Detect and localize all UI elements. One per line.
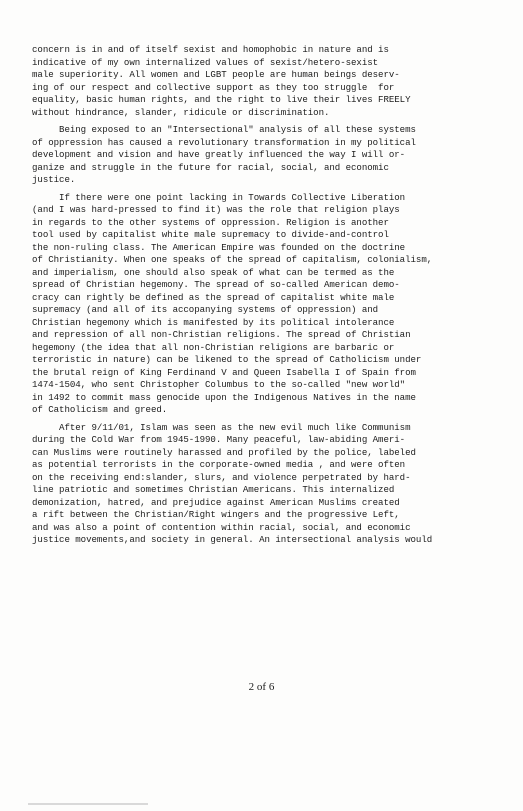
text-line: If there were one point lacking in Towards Collective Liberation	[32, 191, 406, 203]
text-line: 1474-1504, who sent Christopher Columbus to the so-called "new world"	[32, 379, 406, 390]
text-line: in regards to the other systems of oppression. Religion is another	[32, 216, 389, 228]
text-line: of Catholicism and greed.	[32, 404, 168, 415]
text-line: of Christianity. When one speaks of the spread of capitalism, colonialism,	[32, 254, 433, 265]
text-line: and repression of all non-Christian religions. The spread of Christian	[32, 329, 411, 340]
text-line: without hindrance, slander, ridicule or discrimination.	[32, 106, 330, 118]
text-line: (and I was hard-pressed to find it) was the role that religion plays	[32, 204, 400, 215]
text-line: the brutal reign of King Ferdinand V and Queen Isabella I of Spain from	[32, 366, 416, 378]
paragraph	[32, 44, 492, 119]
text-line: of oppression has caused a revolutionary transformation in my political	[32, 136, 416, 148]
body-text	[32, 44, 492, 547]
text-line: ing of our respect and collective support as they too struggle for	[32, 81, 395, 93]
text-line: tool used by capitalist white male supremacy to divide-and-control	[32, 229, 389, 240]
paragraph	[32, 124, 492, 187]
text-line: After 9/11/01, Islam was seen as the new evil much like Communism	[32, 421, 411, 433]
paragraph	[32, 192, 492, 417]
text-line: justice movements,and society in general. An intersectional analysis would	[32, 534, 433, 545]
text-line: ganize and struggle in the future for racial, social, and economic	[32, 161, 389, 173]
text-line: on the receiving end:slander, slurs, and violence perpetrated by hard-	[32, 471, 411, 483]
text-line: justice.	[32, 174, 76, 185]
text-line: indicative of my own internalized values of sexist/hetero-sexist	[32, 56, 379, 68]
text-line: supremacy (and all of its accopanying systems of oppression) and	[32, 304, 379, 315]
text-line: cracy can rightly be defined as the spread of capitalist white male	[32, 291, 395, 303]
text-line: development and vision and have greatly influenced the way I will or-	[32, 149, 406, 160]
text-line: as potential terrorists in the corporate-owned media , and were often	[32, 459, 406, 470]
scan-mark	[28, 803, 148, 805]
text-line: the non-ruling class. The American Empire was founded on the doctrine	[32, 241, 406, 253]
text-line: line patriotic and sometimes Christian Americans. This internalized	[32, 484, 395, 495]
text-line: and was also a point of contention within racial, social, and economic	[32, 521, 411, 533]
text-line: demonization, hatred, and prejudice against American Muslims created	[32, 496, 400, 508]
text-line: and imperialism, one should also speak of what can be termed as the	[32, 266, 395, 278]
text-line: hegemony (the idea that all non-Christian religions are barbaric or	[32, 341, 395, 353]
text-line: in 1492 to commit mass genocide upon the Indigenous Natives in the name	[32, 391, 416, 403]
text-line: concern is in and of itself sexist and homophobic in nature and is	[32, 44, 389, 55]
text-line: male superiority. All women and LGBT people are human beings deserv-	[32, 69, 400, 80]
text-line: can Muslims were routinely harassed and profiled by the police, labeled	[32, 446, 416, 458]
text-line: equality, basic human rights, and the right to live their lives FREELY	[32, 94, 411, 105]
page-number: 2 of 6	[248, 681, 275, 693]
text-line: Christian hegemony which is manifested by its political intolerance	[32, 316, 395, 328]
text-line: spread of Christian hegemony. The spread of so-called American demo-	[32, 279, 400, 290]
text-line: during the Cold War from 1945-1990. Many peaceful, law-abiding Ameri-	[32, 434, 406, 445]
text-line: a rift between the Christian/Right wingers and the progressive Left,	[32, 509, 400, 520]
paragraph	[32, 422, 492, 547]
text-line: terroristic in nature) can be likened to the spread of Catholicism under	[32, 354, 422, 365]
text-line: Being exposed to an "Intersectional" analysis of all these systems	[32, 124, 416, 135]
